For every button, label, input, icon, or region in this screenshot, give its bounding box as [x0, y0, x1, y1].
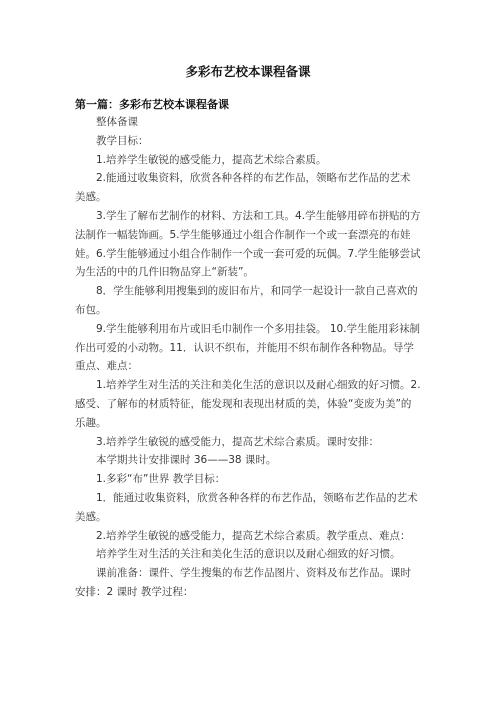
paragraph: 教学目标：: [96, 134, 149, 147]
paragraph: 整体备课: [96, 116, 138, 128]
paragraph: 1.培养学生敏锐的感受能力，提高艺术综合素质。: [96, 153, 327, 166]
paragraph: 1.多彩“布”世界 教学目标：: [96, 473, 226, 486]
paragraph: 课前准备：课件、学生搜集的布艺作品图片、资料及布艺作品。课时安排：2 课时 教学过程：: [75, 567, 411, 598]
paragraph: 3.学生了解布艺制作的材料、方法和工具。4.学生能够用碎布拼贴的方法制作一幅装饰画。5.学生能够通过小组合作制作一个或一套漂亮的布娃娃。6.学生能够通过小组合作制作一个或一套可爱的玩偶。7.学生能够尝试为生活的中的几件旧物品穿上“新装”。: [75, 209, 421, 279]
paragraph: 培养学生对生活的关注和美化生活的意识以及耐心细致的好习惯。: [96, 548, 401, 561]
paragraph: 2.能通过收集资料，欣赏各种各样的布艺作品，领略布艺作品的艺术美感。: [75, 172, 411, 204]
paragraph: 2.培养学生敏锐的感受能力，提高艺术综合素质。教学重点、难点：: [96, 529, 411, 542]
paragraph: 1．能通过收集资料，欣赏各种各样的布艺作品，领略布艺作品的艺术美感。: [75, 491, 418, 523]
document-body: [75, 113, 421, 602]
paragraph: 9.学生能够利用布片或旧毛巾制作一个多用挂袋。 10.学生能用彩袜制作出可爱的小动物。11．认识不织布，并能用不织布制作各种物品。导学重点、难点：: [75, 322, 421, 373]
paragraph: 3.培养学生敏锐的感受能力，提高艺术综合素质。课时安排：: [96, 435, 380, 448]
paragraph: 本学期共计安排课时 36——38 课时。: [96, 454, 277, 467]
paragraph: 8．学生能够利用搜集到的废旧布片，和同学一起设计一款自己喜欢的布包。: [75, 285, 418, 316]
document-title: 多彩布艺校本课程备课: [185, 64, 311, 79]
paragraph: 1.培养学生对生活的关注和美化生活的意识以及耐心细致的好习惯。2.感受、了解布的材质特征，能发现和表现出材质的美，体验“变废为美”的乐趣。: [75, 379, 421, 429]
section-heading: 第一篇：多彩布艺校本课程备课: [75, 98, 229, 111]
